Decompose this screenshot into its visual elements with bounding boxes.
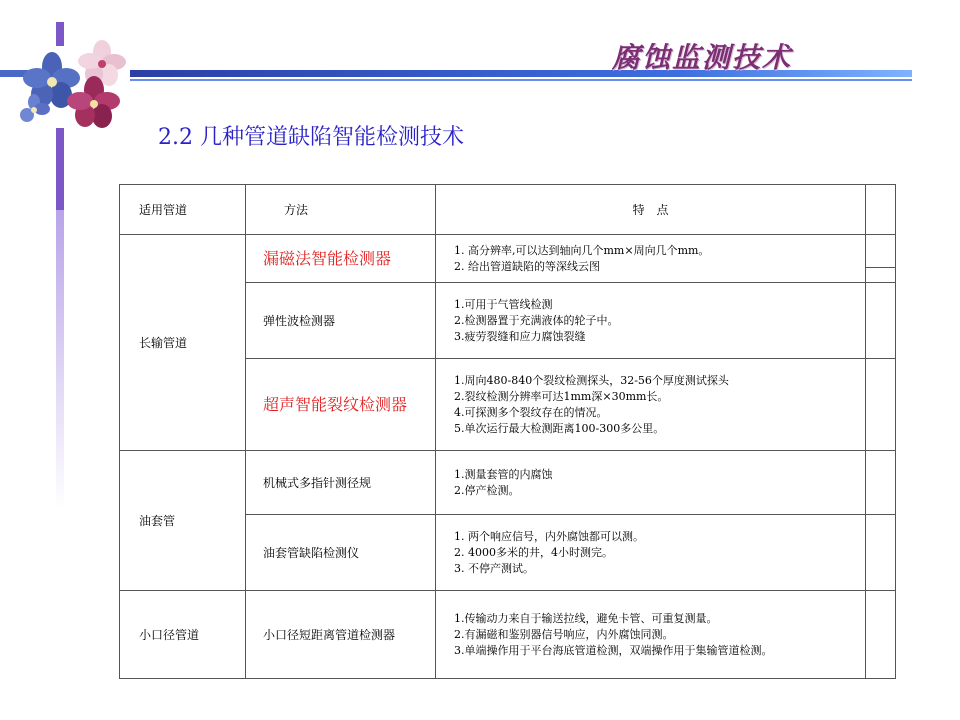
brand-title: 腐蚀监测技术 (612, 41, 793, 74)
feature-line: 1.传输动力来自于输送拉线，避免卡管、可重复测量。 (454, 611, 718, 625)
feature-line: 1.可用于气管线检测 (454, 297, 553, 311)
feature-line: 2.有漏磁和鉴别器信号响应，内外腐蚀同测。 (454, 627, 674, 641)
slide-title: 2.2 几种管道缺陷智能检测技术 (158, 125, 464, 150)
features-cell (436, 515, 866, 591)
extra-column-cell (866, 283, 896, 359)
header-pipe: 适用管道 (120, 185, 246, 235)
method-cell: 油套管缺陷检测仪 (246, 515, 436, 591)
feature-line: 3. 不停产测试。 (454, 561, 534, 575)
features-cell (436, 283, 866, 359)
feature-line: 3.疲劳裂缝和应力腐蚀裂缝 (454, 329, 586, 343)
header-band-line (130, 79, 912, 81)
table-row (120, 591, 896, 679)
method-cell: 小口径短距离管道检测器 (246, 591, 436, 679)
extra-column-cell (866, 515, 896, 591)
feature-line: 2.裂纹检测分辨率可达1mm深×30mm长。 (454, 389, 669, 403)
feature-line: 1.测量套管的内腐蚀 (454, 467, 553, 481)
header-features: 特 点 (436, 185, 866, 235)
extra-column-cell (866, 359, 896, 451)
feature-line: 2. 给出管道缺陷的等深线云图 (454, 259, 600, 273)
feature-line: 2.停产检测。 (454, 483, 520, 497)
features-cell (436, 359, 866, 451)
flower-logo-icon (18, 40, 140, 132)
extra-column-cell (866, 451, 896, 515)
feature-line: 5.单次运行最大检测距离100-300多公里。 (454, 421, 665, 435)
features-cell (436, 235, 866, 283)
feature-line: 1. 高分辨率,可以达到轴向几个mm×周向几个mm。 (454, 243, 710, 257)
header-method: 方法 (246, 185, 436, 235)
feature-line: 4.可探测多个裂纹存在的情况。 (454, 405, 608, 419)
pipe-cell: 小口径管道 (120, 591, 246, 679)
extra-column-cell (866, 591, 896, 679)
table-row (120, 235, 896, 283)
feature-line: 2.检测器置于充满液体的轮子中。 (454, 313, 619, 327)
features-cell (436, 451, 866, 515)
detection-methods-table (119, 184, 896, 679)
accent-bar-fade (56, 210, 64, 510)
extra-column-cell (866, 185, 896, 235)
features-cell (436, 591, 866, 679)
pipe-cell: 油套管 (120, 451, 246, 591)
method-cell: 机械式多指针测径规 (246, 451, 436, 515)
pipe-cell: 长输管道 (120, 235, 246, 451)
extra-column-cell (866, 235, 896, 283)
table-row (120, 451, 896, 515)
feature-line: 3.单端操作用于平台海底管道检测，双端操作用于集输管道检测。 (454, 643, 773, 657)
accent-bar-middle (56, 128, 64, 210)
feature-line: 1. 两个响应信号，内外腐蚀都可以测。 (454, 529, 644, 543)
method-cell: 弹性波检测器 (246, 283, 436, 359)
feature-line: 1.周向480-840个裂纹检测探头，32-56个厚度测试探头 (454, 373, 729, 387)
table-header-row (120, 185, 896, 235)
feature-line: 2. 4000多米的井，4小时测完。 (454, 545, 613, 559)
method-cell: 漏磁法智能检测器 (246, 235, 436, 283)
method-cell: 超声智能裂纹检测器 (246, 359, 436, 451)
header-band (130, 70, 912, 77)
